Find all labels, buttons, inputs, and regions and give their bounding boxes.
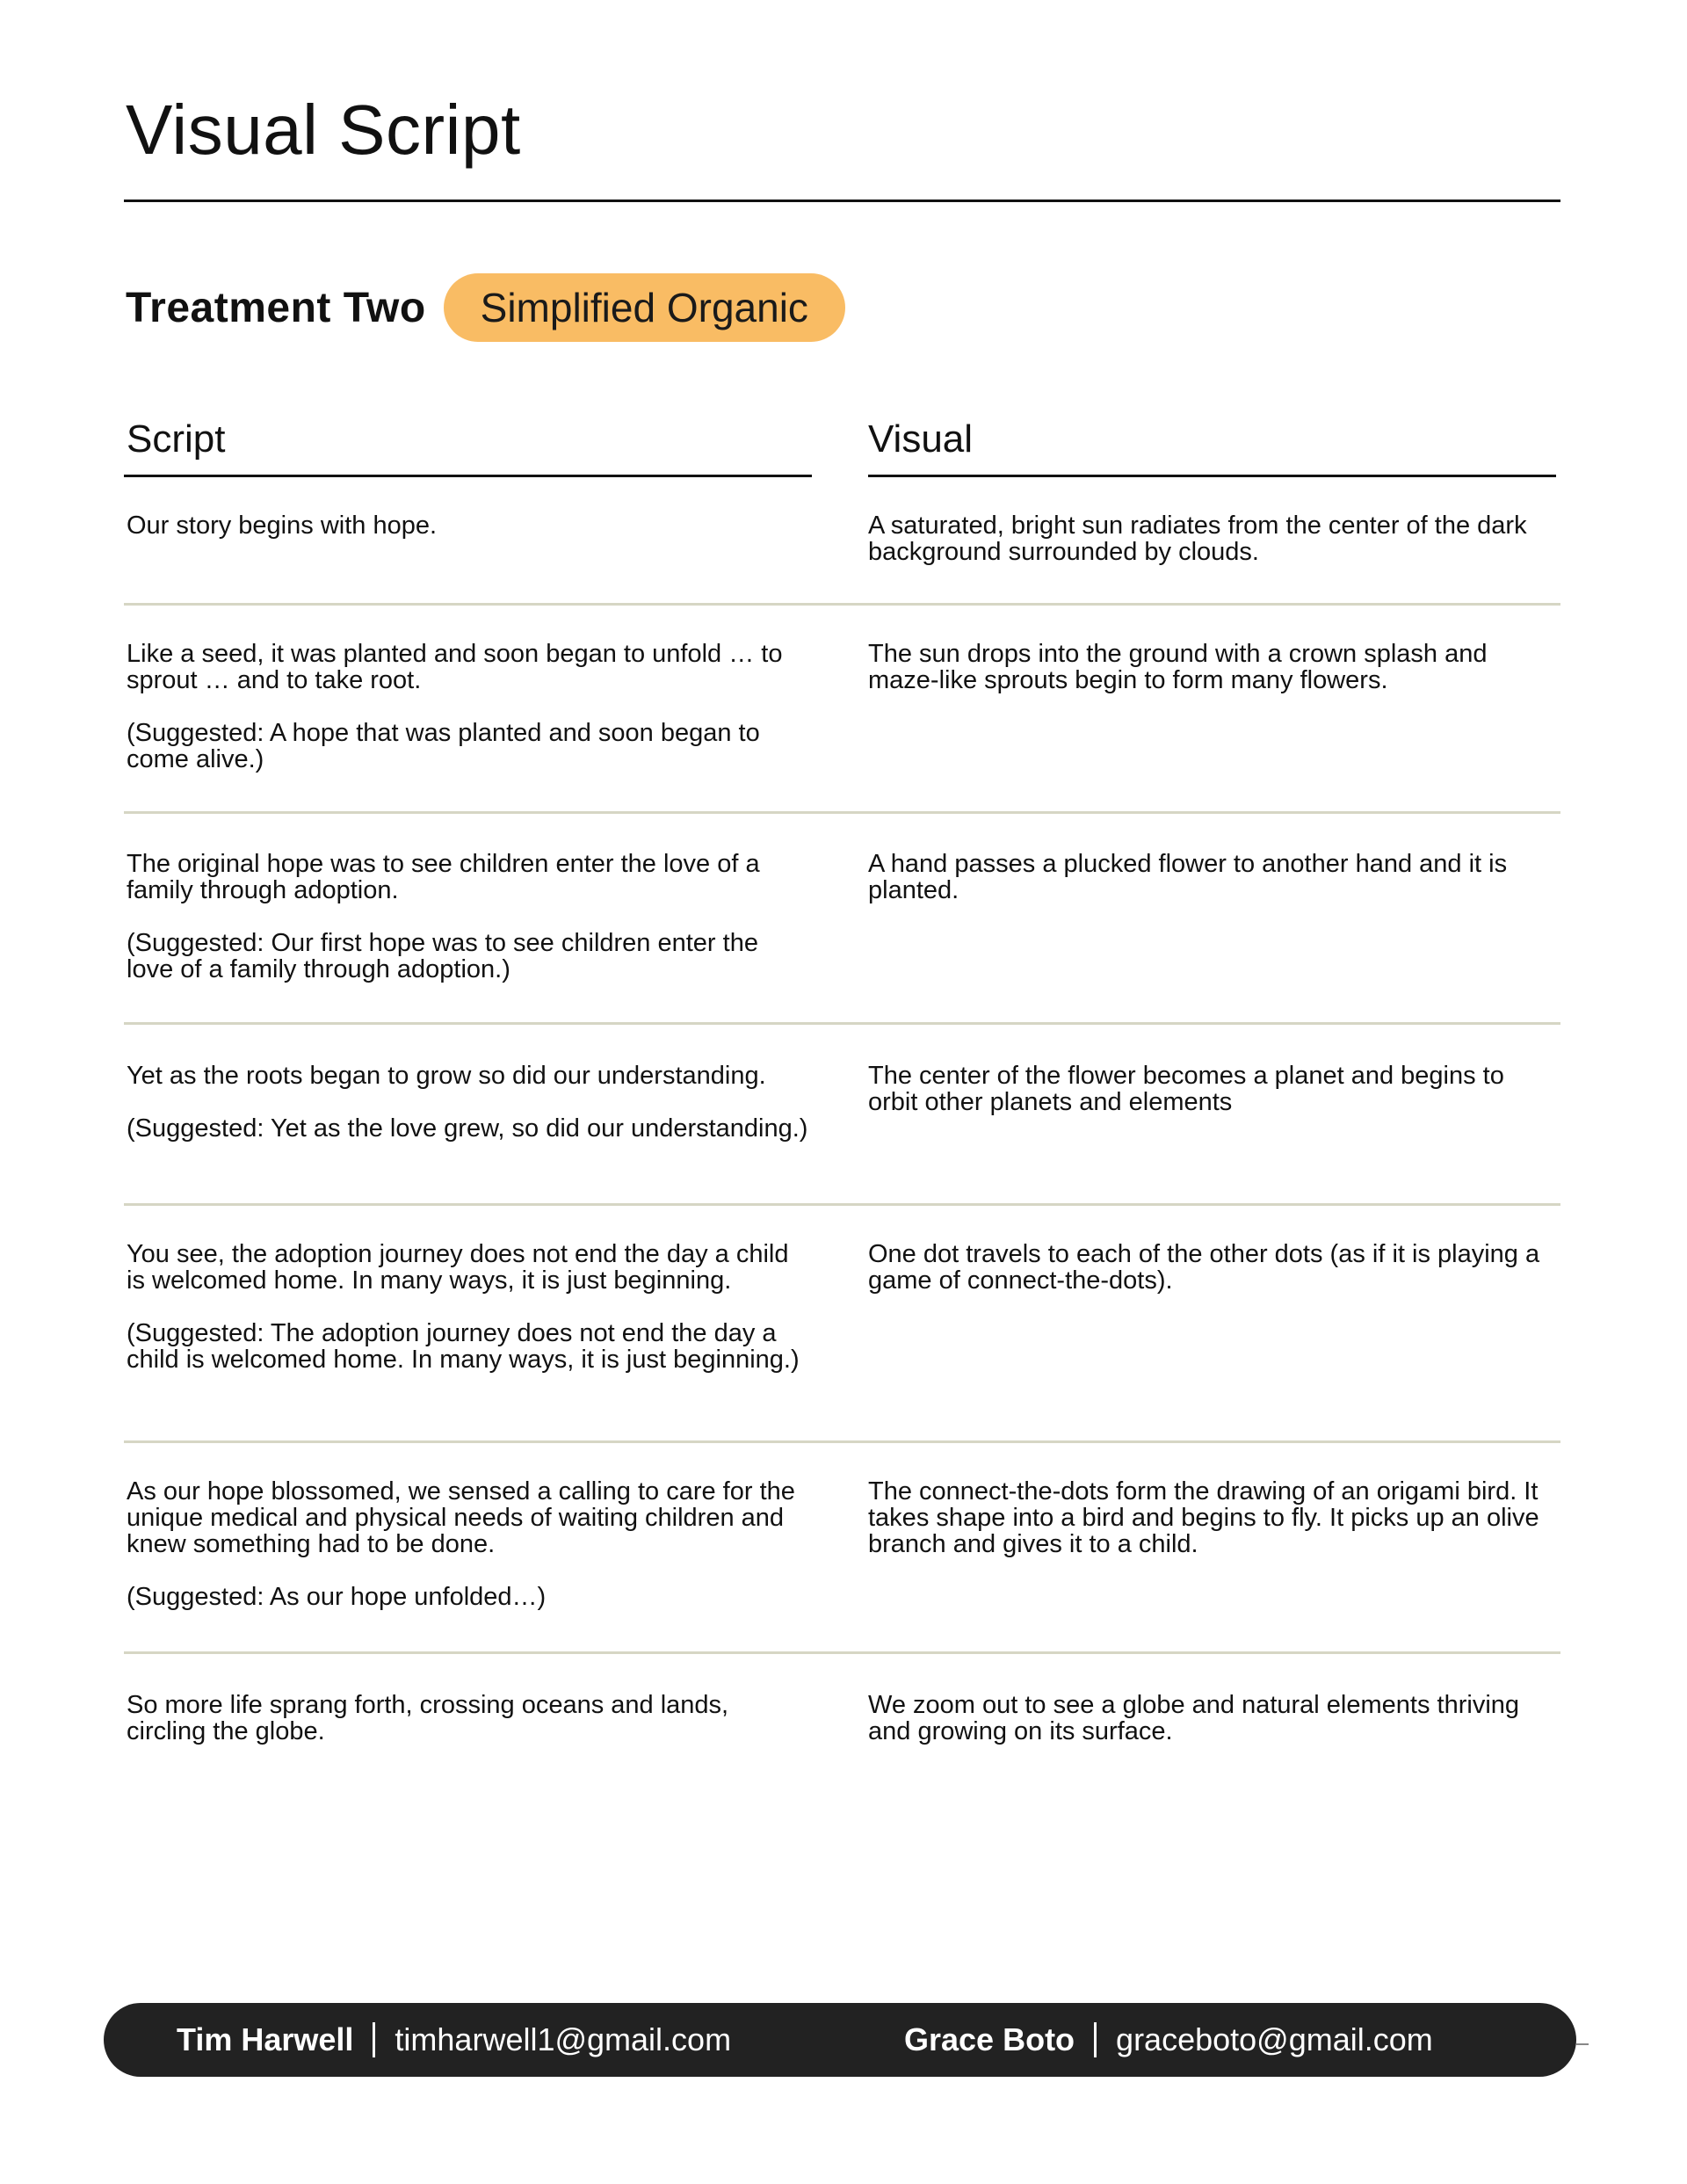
table-row [124,606,1560,814]
contact-name: Grace Boto [904,2021,1075,2057]
script-suggestion: (Suggested: As our hope unfolded…) [127,1583,547,1611]
treatment-label: Treatment Two [126,284,426,331]
table-row [124,1654,1560,1777]
table-row [124,477,1560,606]
page-title: Visual Script [126,91,521,169]
visual-text: The center of the flower becomes a planet and begins to orbit other planets and elements [868,1062,1504,1116]
script-cell [127,1063,812,1142]
contact-email[interactable]: graceboto@gmail.com [1116,2021,1433,2057]
contact-footer [104,2003,1576,2077]
visual-text: One dot travels to each of the other dots (as if it is playing a game of connect-the-dots). [868,1240,1540,1295]
visual-text: A saturated, bright sun radiates from the center of the dark background surrounded by clouds. [868,512,1527,566]
script-text: So more life sprang forth, crossing oceans and lands, circling the globe. [127,1691,729,1745]
script-text: As our hope blossomed, we sensed a calling to care for the unique medical and physical needs of waiting children and knew something had to be done. [127,1477,795,1558]
script-text: Yet as the roots began to grow so did our understanding. [127,1062,766,1090]
contact-email[interactable]: timharwell1@gmail.com [395,2021,732,2057]
script-cell [127,641,812,773]
visual-text: The sun drops into the ground with a crown splash and maze-like sprouts begin to form many flowers. [868,640,1488,694]
visual-cell [868,1063,1558,1115]
contact-tim [177,2003,731,2077]
visual-cell [868,1478,1558,1557]
treatment-badge: Simplified Organic [444,273,845,342]
visual-cell [868,641,1558,693]
script-text: Our story begins with hope. [127,512,438,540]
visual-text: The connect-the-dots form the drawing of an origami bird. It takes shape into a bird and begins to fly. It picks up an olive branch and gives it to a child. [868,1477,1539,1558]
script-cell [127,851,812,983]
script-suggestion: (Suggested: Yet as the love grew, so did our understanding.) [127,1114,808,1143]
visual-column-header: Visual [868,417,974,461]
footer-tail-mark [1576,2043,1589,2045]
contact-grace [904,2003,1433,2077]
table-row [124,1206,1560,1443]
visual-cell [868,1692,1558,1745]
script-text: The original hope was to see children enter the love of a family through adoption. [127,850,760,904]
table-row [124,1025,1560,1206]
visual-text: We zoom out to see a globe and natural elements thriving and growing on its surface. [868,1691,1520,1745]
script-cell [127,1692,812,1745]
visual-cell [868,851,1558,903]
visual-cell [868,512,1558,565]
script-suggestion: (Suggested: The adoption journey does not end the day a child is welcomed home. In many ways, it is just beginning.) [127,1319,800,1374]
contact-divider [373,2022,375,2057]
visual-cell [868,1241,1558,1294]
script-text: You see, the adoption journey does not end the day a child is welcomed home. In many ways, it is just beginning. [127,1240,789,1295]
visual-text: A hand passes a plucked flower to another hand and it is planted. [868,850,1508,904]
contact-divider [1094,2022,1097,2057]
script-cell [127,512,812,539]
script-table [124,477,1560,1777]
treatment-heading [126,272,845,343]
table-row [124,814,1560,1025]
script-suggestion: (Suggested: Our first hope was to see children enter the love of a family through adoption.) [127,929,758,983]
title-divider [124,200,1560,202]
script-cell [127,1478,812,1610]
table-row [124,1443,1560,1654]
script-suggestion: (Suggested: A hope that was planted and soon began to come alive.) [127,719,760,773]
contact-name: Tim Harwell [177,2021,354,2057]
script-cell [127,1241,812,1373]
script-column-header: Script [127,417,226,461]
script-text: Like a seed, it was planted and soon began to unfold … to sprout … and to take root. [127,640,783,694]
